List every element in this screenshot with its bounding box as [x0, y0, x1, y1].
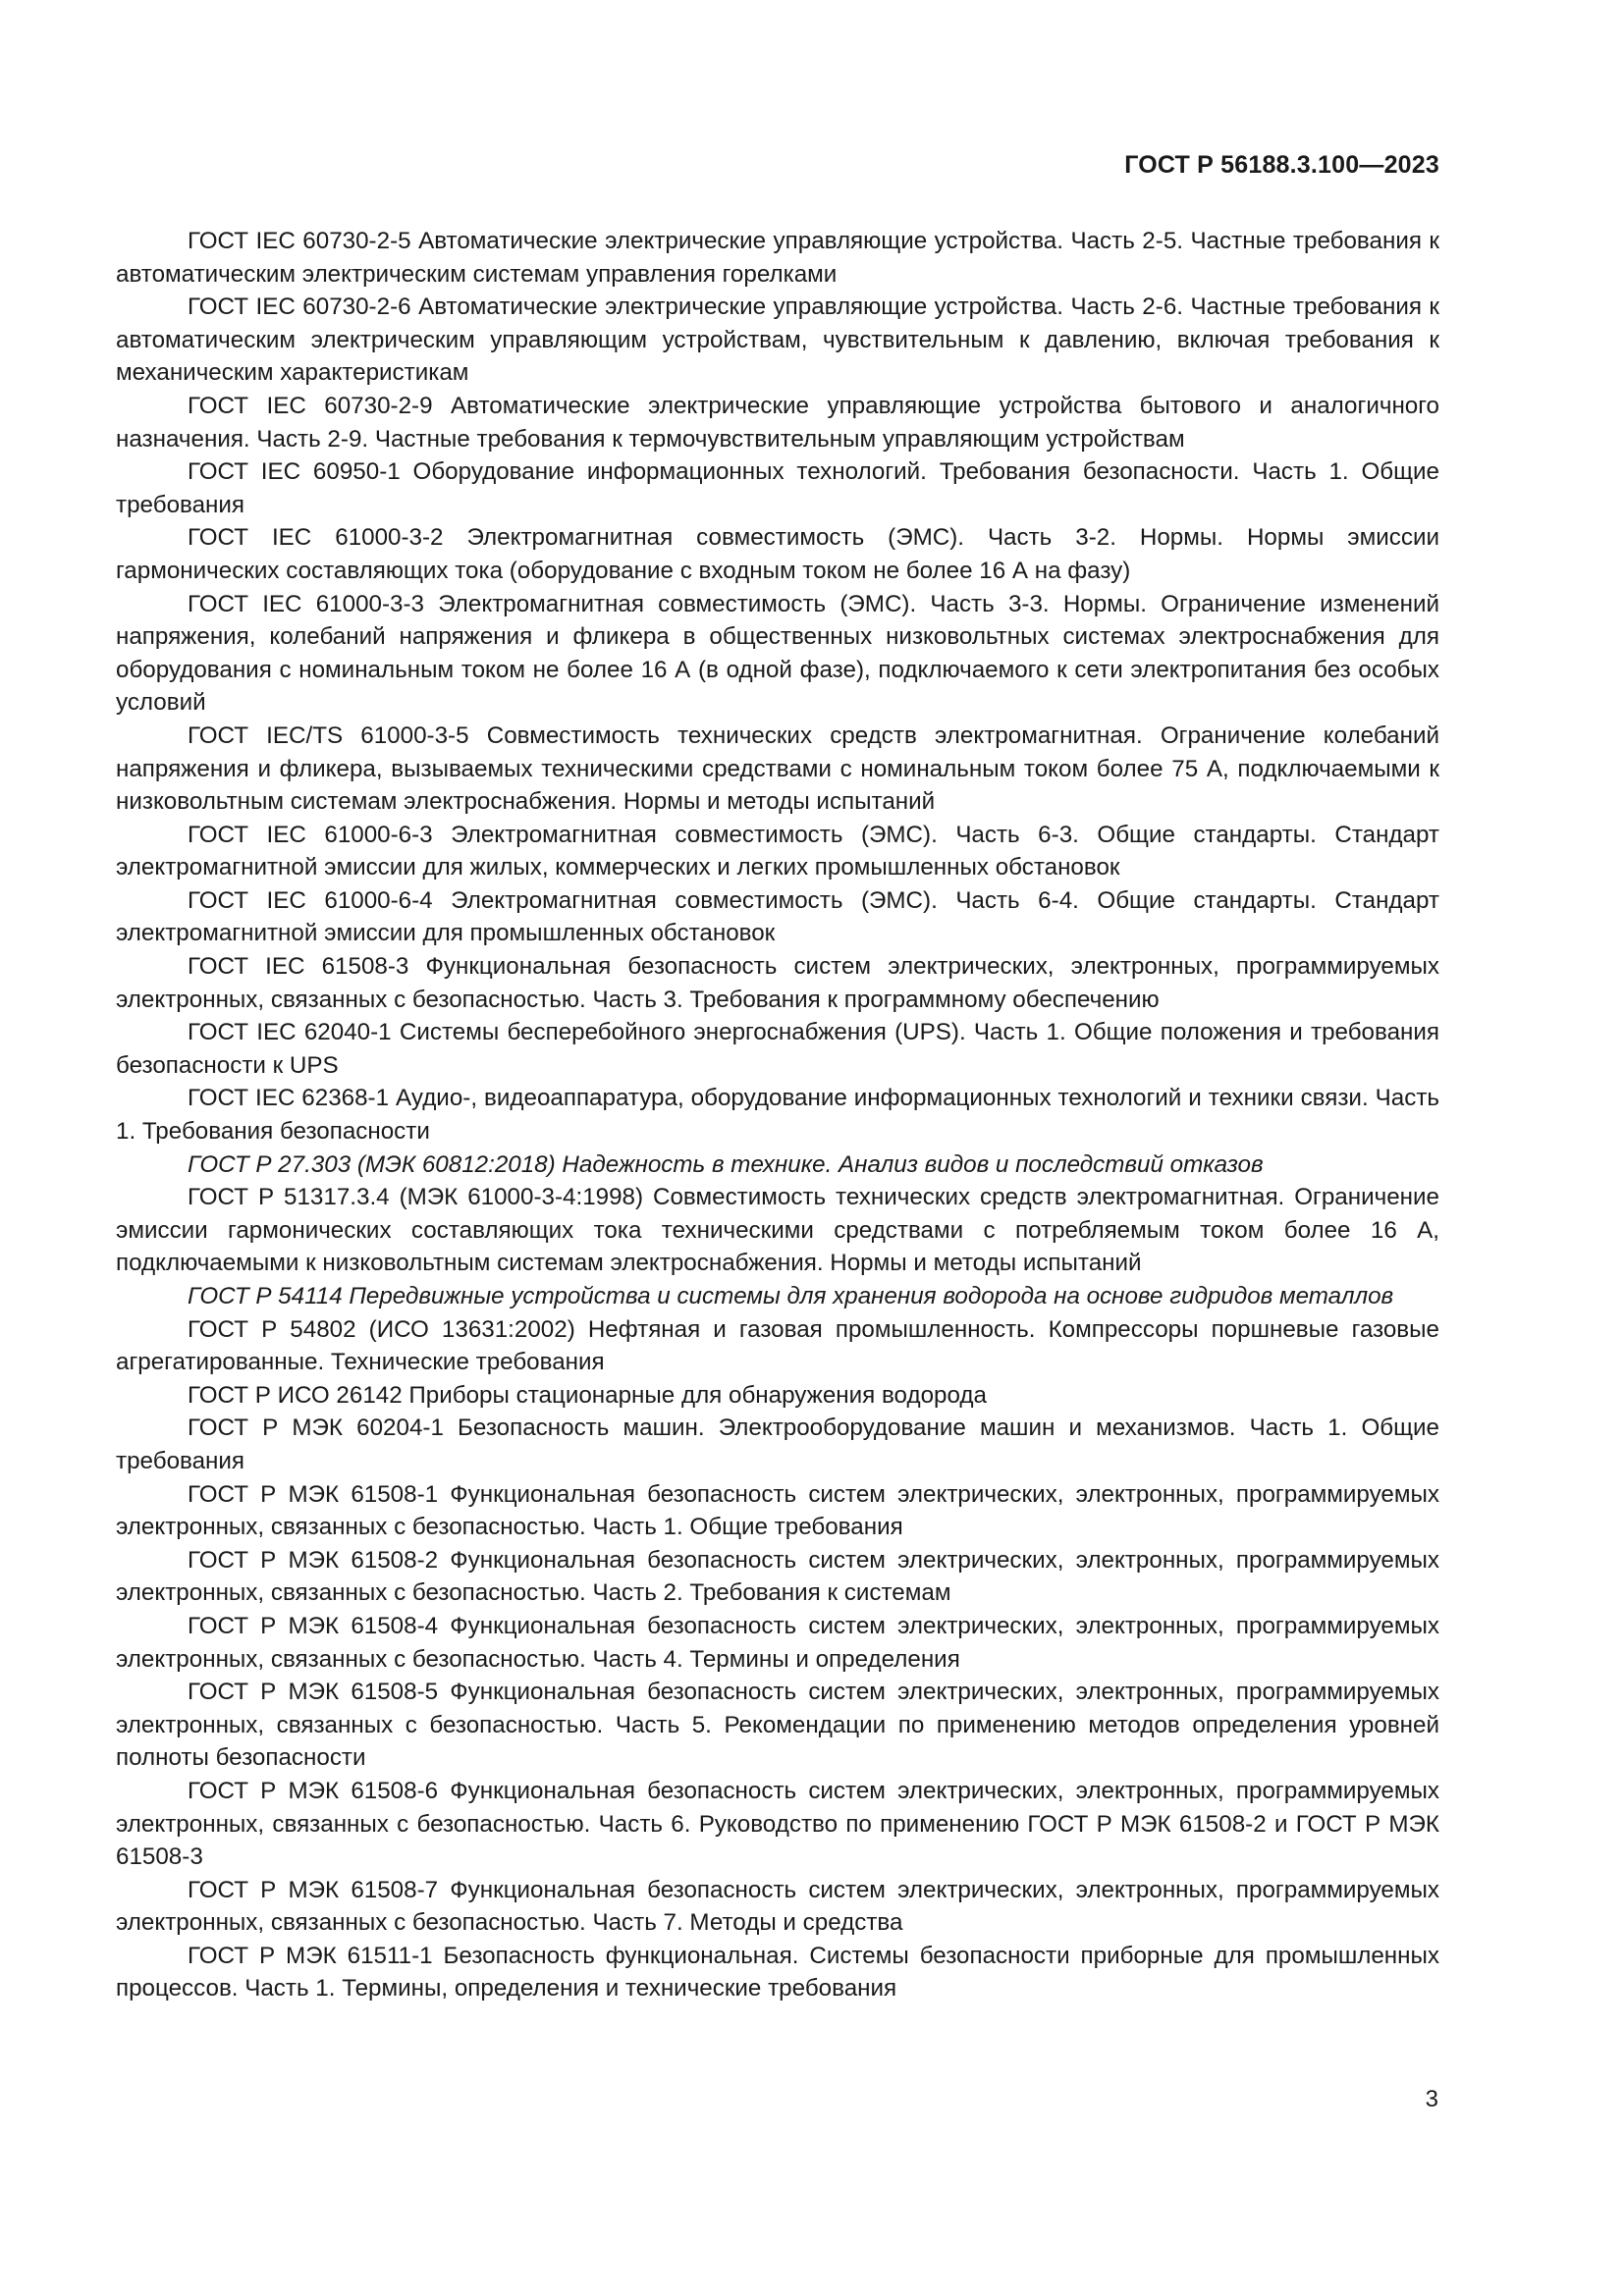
document-header: ГОСТ Р 56188.3.100—2023 — [1124, 151, 1439, 179]
reference-item: ГОСТ Р МЭК 60204-1 Безопасность машин. Электрооборудование машин и механизмов. Часть 1. Общие требования — [116, 1415, 1439, 1474]
reference-item: ГОСТ IEC 61508-3 Функциональная безопасность систем электрических, электронных, программируемых электронных, связанных с безопасностью. Часть 3. Требования к программному обеспечению — [116, 953, 1439, 1013]
reference-item: ГОСТ IEC 61000-3-3 Электромагнитная совместимость (ЭМС). Часть 3-3. Нормы. Ограничение изменений напряжения, колебаний напряжения и фликера в общественных низковольтных системах электроснабжения для оборудования с номинальным током не более 16 А (в одной фазе), подключаемого к сети электропитания без особых условий — [116, 590, 1439, 717]
reference-item: ГОСТ IEC 61000-6-4 Электромагнитная совместимость (ЭМС). Часть 6-4. Общие стандарты. Стандарт электромагнитной эмиссии для промышленных обстановок — [116, 886, 1439, 947]
reference-item: ГОСТ Р 51317.3.4 (МЭК 61000-3-4:1998) Совместимость технических средств электромагнитная. Ограничение эмиссии гармонических составляющих тока техническими средствами с потребляемым током более 16 А, подключаемыми к низковольтным системам электроснабжения. Нормы и методы испытаний — [116, 1184, 1439, 1277]
reference-item: ГОСТ IEC 61000-3-2 Электромагнитная совместимость (ЭМС). Часть 3-2. Нормы. Нормы эмиссии гармонических составляющих тока (оборудование с входным током не более 16 А на фазу) — [116, 524, 1439, 584]
reference-item: ГОСТ Р МЭК 61508-7 Функциональная безопасность систем электрических, электронных, программируемых электронных, связанных с безопасностью. Часть 7. Методы и средства — [116, 1876, 1439, 1937]
reference-item: ГОСТ Р 27.303 (МЭК 60812:2018) Надежность в технике. Анализ видов и последствий отказов — [188, 1150, 1264, 1178]
reference-item: ГОСТ IEC 60730-2-9 Автоматические электрические управляющие устройства бытового и аналогичного назначения. Часть 2-9. Частные требования к термочувствительным управляющим устройствам — [116, 392, 1439, 453]
normative-references-list — [116, 225, 1439, 2005]
reference-item: ГОСТ Р МЭК 61508-1 Функциональная безопасность систем электрических, электронных, программируемых электронных, связанных с безопасностью. Часть 1. Общие требования — [116, 1480, 1439, 1541]
page-number: 3 — [1425, 2086, 1438, 2112]
reference-item: ГОСТ IEC 61000-6-3 Электромагнитная совместимость (ЭМС). Часть 6-3. Общие стандарты. Стандарт электромагнитной эмиссии для жилых, коммерческих и легких промышленных обстановок — [116, 821, 1439, 881]
reference-item: ГОСТ IEC 60950-1 Оборудование информационных технологий. Требования безопасности. Часть 1. Общие требования — [116, 458, 1439, 518]
reference-item: ГОСТ IEC/TS 61000-3-5 Совместимость технических средств электромагнитная. Ограничение колебаний напряжения и фликера, вызываемых техническими средствами с номинальным током более 75 А, подключаемыми к низковольтным системам электроснабжения. Нормы и методы испытаний — [116, 721, 1439, 816]
reference-item: ГОСТ IEC 62368-1 Аудио-, видеоаппаратура, оборудование информационных технологий и техники связи. Часть 1. Требования безопасности — [116, 1085, 1439, 1146]
reference-item: ГОСТ Р МЭК 61508-4 Функциональная безопасность систем электрических, электронных, программируемых электронных, связанных с безопасностью. Часть 4. Термины и определения — [116, 1612, 1439, 1673]
reference-item: ГОСТ Р МЭК 61508-2 Функциональная безопасность систем электрических, электронных, программируемых электронных, связанных с безопасностью. Часть 2. Требования к системам — [116, 1546, 1439, 1607]
reference-item: ГОСТ Р 54802 (ИСО 13631:2002) Нефтяная и газовая промышленность. Компрессоры поршневые газовые агрегатированные. Технические требования — [116, 1315, 1439, 1376]
reference-item: ГОСТ Р МЭК 61508-5 Функциональная безопасность систем электрических, электронных, программируемых электронных, связанных с безопасностью. Часть 5. Рекомендации по применению методов определения уровней полноты безопасности — [116, 1679, 1439, 1772]
reference-item: ГОСТ IEC 60730-2-5 Автоматические электрические управляющие устройства. Часть 2-5. Частные требования к автоматическим электрическим системам управления горелками — [116, 228, 1439, 288]
reference-item: ГОСТ Р 54114 Передвижные устройства и системы для хранения водорода на основе гидридов металлов — [188, 1283, 1394, 1309]
reference-item: ГОСТ Р ИСО 26142 Приборы стационарные для обнаружения водорода — [188, 1381, 987, 1409]
reference-item: ГОСТ Р МЭК 61508-6 Функциональная безопасность систем электрических, электронных, программируемых электронных, связанных с безопасностью. Часть 6. Руководство по применению ГОСТ Р МЭК 61508-2 и ГОСТ Р МЭК 61508-3 — [116, 1777, 1439, 1871]
reference-item: ГОСТ IEC 62040-1 Системы бесперебойного энергоснабжения (UPS). Часть 1. Общие положения и требования безопасности к UPS — [116, 1019, 1439, 1079]
reference-item: ГОСТ IEC 60730-2-6 Автоматические электрические управляющие устройства. Часть 2-6. Частные требования к автоматическим электрическим управляющим устройствам, чувствительным к давлению, включая требования к механическим характеристикам — [116, 294, 1439, 387]
reference-item: ГОСТ Р МЭК 61511-1 Безопасность функциональная. Системы безопасности приборные для промышленных процессов. Часть 1. Термины, определения и технические требования — [116, 1942, 1439, 2002]
